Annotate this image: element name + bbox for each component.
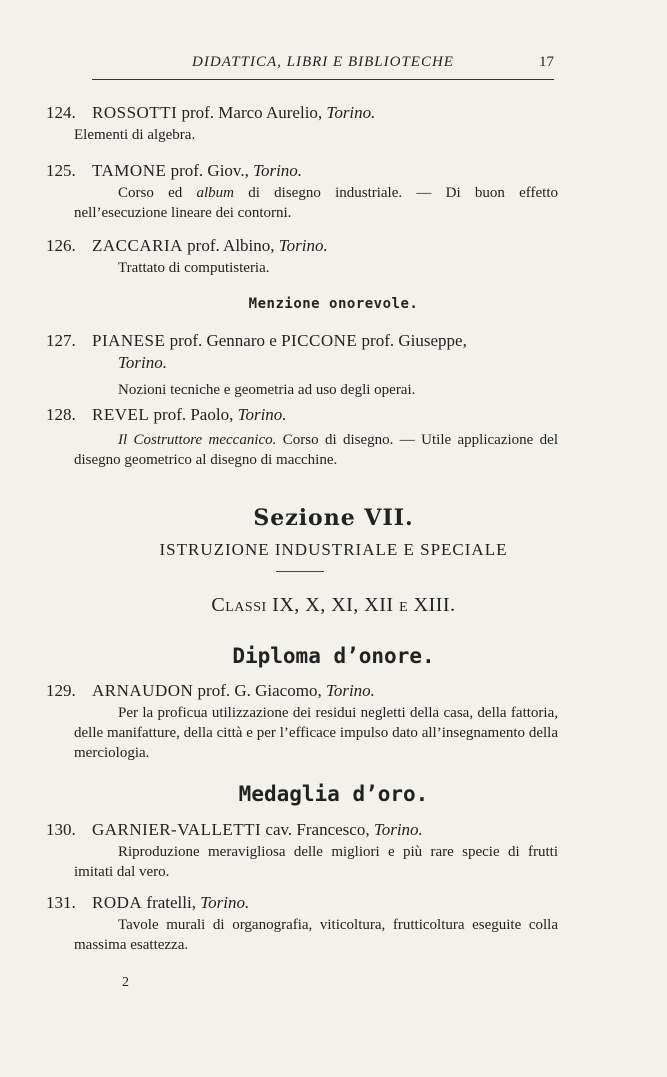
entry-number: 126. — [46, 236, 76, 255]
entry-description: Trattato di computisteria. — [118, 260, 270, 276]
italic-term: Il Costruttore meccanico. — [118, 432, 277, 448]
entry-number: 131. — [46, 893, 76, 912]
exhibitor-city: Torino. — [237, 405, 287, 424]
classi-last: XIII. — [408, 594, 456, 616]
exhibitor-detail: cav. Francesco, — [261, 820, 374, 839]
entry-number: 128. — [46, 405, 76, 424]
entry-heading — [46, 160, 558, 182]
exhibitor-detail: prof. Gennaro e — [165, 331, 282, 350]
entry-number: 127. — [46, 331, 76, 350]
award-heading-medaglia: Medaglia d’oro. — [238, 782, 429, 806]
signature-mark: 2 — [122, 975, 129, 990]
exhibitor-name: ZACCARIA — [92, 236, 183, 255]
exhibitor-city: Torino. — [253, 161, 303, 180]
entry-heading — [46, 404, 558, 426]
entry-heading — [46, 680, 558, 702]
exhibitor-city: Torino. — [325, 681, 375, 700]
entry-description: Nozioni tecniche e geometria ad uso degli operai. — [118, 382, 416, 398]
exhibitor-detail: prof. G. Giacomo, — [193, 681, 326, 700]
entry-number: 124. — [46, 103, 76, 122]
running-title: DIDATTICA, LIBRI E BIBLIOTECHE — [192, 54, 454, 70]
award-heading-diploma: Diploma d’onore. — [232, 644, 435, 668]
entry-number: 125. — [46, 161, 76, 180]
exhibitor-detail: prof. Paolo, — [149, 405, 238, 424]
entry-description: Corso ed album di disegno industriale. — Di buon effetto nell’esecuzione lineare dei contorni. — [74, 185, 558, 221]
entry-heading — [46, 330, 558, 352]
section-subtitle: ISTRUZIONE INDUSTRIALE E SPECIALE — [159, 540, 508, 559]
classi-heading — [0, 594, 667, 617]
entry-description: Il Costruttore meccanico. Corso di disegno. — Utile applicazione del disegno geometrico al disegno di macchine. — [74, 432, 558, 468]
exhibitor-city: Torino. — [278, 236, 328, 255]
exhibitor-name: REVEL — [92, 405, 150, 424]
entry-description: Tavole murali di organografia, viticoltura, frutticoltura eseguite colla massima esattezza. — [74, 917, 558, 953]
classi-numbers: IX, X, XI, XII — [266, 594, 400, 616]
exhibitor-name: RODA — [92, 893, 143, 912]
entry-description: Elementi di algebra. — [74, 127, 196, 143]
classi-conjunction: e — [399, 594, 409, 616]
exhibitor-detail: prof. Giov., — [166, 161, 254, 180]
entry-description: Riproduzione meravigliosa delle migliori e più rare specie di frutti imitati dal vero. — [74, 844, 558, 880]
exhibitor-name: ROSSOTTI — [92, 103, 178, 122]
header-rule — [92, 79, 554, 80]
exhibitor-city: Torino. — [200, 893, 250, 912]
entry-128 — [46, 404, 558, 470]
entry-description: Per la proficua utilizzazione dei residui negletti della casa, della fattoria, delle manifatture, della città e per l’efficace impulso dato all’insegnamento della merciologia. — [74, 705, 558, 761]
section-rule — [276, 571, 324, 572]
entry-heading — [46, 819, 558, 841]
exhibitor-name: ARNAUDON — [92, 681, 194, 700]
entry-126 — [46, 235, 558, 278]
section-title: Sezione VII. — [253, 505, 414, 531]
classi-word: Classi — [211, 594, 267, 616]
exhibitor-detail: fratelli, — [142, 893, 201, 912]
exhibitor-name-second: PICCONE — [281, 331, 358, 350]
entry-127 — [46, 330, 558, 400]
italic-term: album — [196, 185, 234, 201]
page-number: 17 — [539, 54, 554, 70]
exhibitor-city: Torino. — [326, 103, 376, 122]
exhibitor-name: TAMONE — [92, 161, 167, 180]
entry-heading — [46, 102, 558, 124]
entry-124 — [46, 102, 558, 145]
award-heading-menzione: Menzione onorevole. — [248, 296, 419, 312]
entry-130 — [46, 819, 558, 882]
exhibitor-name: GARNIER-VALLETTI — [92, 820, 262, 839]
entry-129 — [46, 680, 558, 763]
entry-number: 130. — [46, 820, 76, 839]
entry-heading — [46, 235, 558, 257]
exhibitor-name: PIANESE — [92, 331, 166, 350]
entry-125 — [46, 160, 558, 223]
running-head — [92, 50, 554, 80]
exhibitor-detail: prof. Marco Aurelio, — [177, 103, 327, 122]
entry-131 — [46, 892, 558, 955]
exhibitor-city: Torino. — [373, 820, 423, 839]
entry-number: 129. — [46, 681, 76, 700]
exhibitor-detail-second: prof. Giuseppe, — [357, 331, 467, 350]
exhibitor-detail: prof. Albino, — [182, 236, 279, 255]
exhibitor-city: Torino. — [118, 353, 167, 372]
entry-heading — [46, 892, 558, 914]
